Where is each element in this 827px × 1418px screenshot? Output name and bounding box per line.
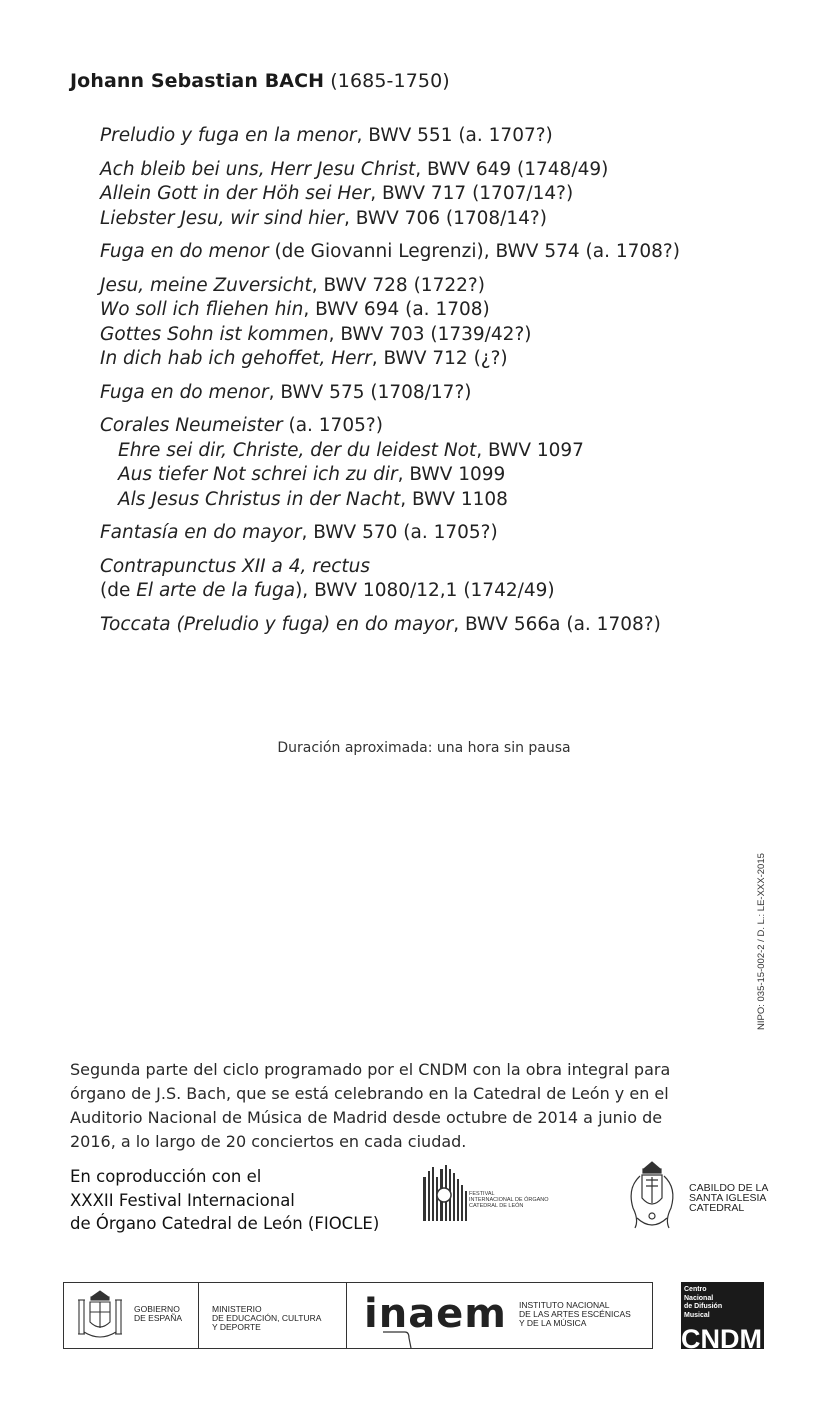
fiocle-text-3: CATEDRAL DE LEÓN (469, 1203, 524, 1209)
work-title: Ehre sei dir, Christe, der du leidest Not (118, 439, 477, 461)
program-line (100, 298, 800, 323)
program-line (100, 521, 800, 546)
work-catalog: , BWV 1108 (400, 488, 508, 510)
program-item (100, 555, 800, 604)
coproduction-line: de Órgano Catedral de León (FIOCLE) (70, 1214, 380, 1233)
coproduction-line: XXXII Festival Internacional (70, 1190, 295, 1210)
work-title: Gottes Sohn ist kommen (100, 323, 329, 345)
program-item (100, 274, 800, 372)
cndm-wordmark: CNDM (681, 1324, 762, 1354)
institutional-footer (63, 1282, 653, 1349)
work-title: Preludio y fuga en la menor (100, 125, 357, 146)
program-line (100, 381, 800, 406)
inaem-line: Y DE LA MÚSICA (519, 1318, 587, 1328)
program-line (100, 463, 800, 488)
cabildo-logo (625, 1158, 775, 1236)
program-line (100, 240, 800, 265)
inaem-line: INSTITUTO NACIONAL (519, 1300, 610, 1310)
work-title: Corales Neumeister (100, 415, 283, 436)
program-line (100, 439, 800, 464)
work-title: Fuga en do menor (100, 241, 269, 262)
program-line (100, 207, 800, 232)
program-line (100, 182, 800, 207)
program-line (100, 414, 800, 439)
work-title: Wo soll ich fliehen hin (100, 299, 304, 320)
program-line (100, 488, 800, 513)
ministerio-line: DE EDUCACIÓN, CULTURA (212, 1313, 322, 1323)
work-catalog: (a. 1705?) (282, 415, 383, 436)
work-catalog: , BWV 706 (1708/14?) (344, 207, 547, 229)
cabildo-text-3: CATEDRAL (689, 1202, 745, 1214)
program-line (100, 323, 800, 348)
work-catalog: (de Giovanni Legrenzi), BWV 574 (a. 1708?) (268, 241, 680, 262)
program-item (100, 158, 800, 232)
coproduction-note (70, 1165, 379, 1236)
work-catalog: , BWV 566a (a. 1708?) (453, 613, 661, 635)
composer-name: Johann Sebastian BACH (70, 70, 325, 92)
work-title: Aus tiefer Not schrei ich zu dir (118, 464, 398, 485)
program-item (100, 613, 800, 638)
program-line (100, 555, 800, 580)
program-item (100, 521, 800, 546)
program-line (100, 613, 800, 638)
inaem-text (519, 1301, 631, 1328)
work-title: Fuga en do menor (100, 381, 269, 403)
program-line (100, 347, 800, 372)
ministerio-block (199, 1283, 347, 1348)
gobierno-line: GOBIERNO (134, 1304, 180, 1314)
inaem-line: DE LAS ARTES ESCÉNICAS (519, 1309, 631, 1319)
work-title: El arte de la fuga (136, 580, 296, 601)
inaem-wordmark: inaem (364, 1291, 507, 1337)
work-catalog: , BWV 649 (1748/49) (415, 158, 609, 180)
work-catalog: , BWV 1099 (397, 464, 506, 485)
work-catalog: , BWV 1097 (476, 439, 584, 461)
duration-note: Duración aproximada: una hora sin pausa (277, 740, 571, 756)
work-catalog: (de (100, 580, 137, 601)
ministerio-text (212, 1305, 321, 1332)
spain-coat-of-arms-icon (74, 1288, 126, 1344)
inaem-underline-icon (381, 1330, 421, 1350)
work-catalog: , BWV 703 (1739/42?) (328, 323, 532, 345)
work-catalog: ), BWV 1080/12,1 (1742/49) (295, 580, 555, 601)
cndm-subtitle: Centro Nacional de Difusión Musical (684, 1286, 723, 1319)
program-item (100, 124, 800, 149)
gobierno-block (64, 1283, 199, 1348)
program-line (100, 274, 800, 299)
work-catalog: , BWV 717 (1707/14?) (370, 183, 574, 204)
cndm-logo (681, 1282, 764, 1354)
work-title: Liebster Jesu, wir sind hier (100, 207, 345, 229)
work-catalog: , BWV 570 (a. 1705?) (301, 522, 498, 543)
cabildo-text-1: CABILDO DE LA (689, 1182, 769, 1194)
work-catalog: , BWV 551 (a. 1707?) (356, 125, 553, 146)
program-item (100, 381, 800, 406)
fiocle-logo (421, 1163, 596, 1223)
composer-dates: (1685-1750) (330, 70, 450, 92)
work-title: Ach bleib bei uns, Herr Jesu Christ (100, 158, 416, 180)
gobierno-text (134, 1305, 182, 1323)
work-title: Jesu, meine Zuversicht (100, 274, 312, 296)
program-list (100, 124, 800, 646)
work-catalog: , BWV 712 (¿?) (371, 348, 508, 369)
ministerio-line: Y DEPORTE (212, 1322, 261, 1332)
work-catalog: , BWV 694 (a. 1708) (303, 299, 490, 320)
program-item (100, 240, 800, 265)
work-title: Als Jesus Christus in der Nacht (118, 488, 401, 510)
work-title: Allein Gott in der Höh sei Her (100, 183, 371, 204)
cycle-description: Segunda parte del ciclo programado por el CNDM con la obra integral para órgano de J.S. Bach, que se está celebrando en la Catedral de León y en el Auditorio Nacional de Música de Madrid desde octubre de 2014 a junio de 2016, a lo largo de 20 conciertos en cada ciudad. (70, 1060, 671, 1151)
fiocle-text-2: INTERNACIONAL DE ÓRGANO (469, 1197, 549, 1203)
ministerio-line: MINISTERIO (212, 1304, 262, 1314)
legal-deposit-text: NIPO: 035-15-002-2 / D. L.: LE-XXX-2015 (756, 853, 767, 1030)
work-title: Fantasía en do mayor (100, 522, 302, 543)
inaem-block (347, 1283, 652, 1348)
gobierno-line: DE ESPAÑA (134, 1313, 183, 1323)
fiocle-text-1: FESTIVAL (469, 1191, 495, 1197)
composer-heading (70, 70, 450, 92)
work-catalog: , BWV 575 (1708/17?) (268, 381, 472, 403)
program-line (100, 579, 800, 604)
work-title: Toccata (Preludio y fuga) en do mayor (100, 613, 454, 635)
work-title: Contrapunctus XII a 4, rectus (100, 555, 371, 577)
program-line (100, 124, 800, 149)
program-line (100, 158, 800, 183)
program-item (100, 414, 800, 512)
work-catalog: , BWV 728 (1722?) (311, 274, 485, 296)
coproduction-line: En coproducción con el (70, 1167, 262, 1186)
cabildo-text-2: SANTA IGLESIA (689, 1192, 767, 1204)
work-title: In dich hab ich gehoffet, Herr (100, 348, 372, 369)
